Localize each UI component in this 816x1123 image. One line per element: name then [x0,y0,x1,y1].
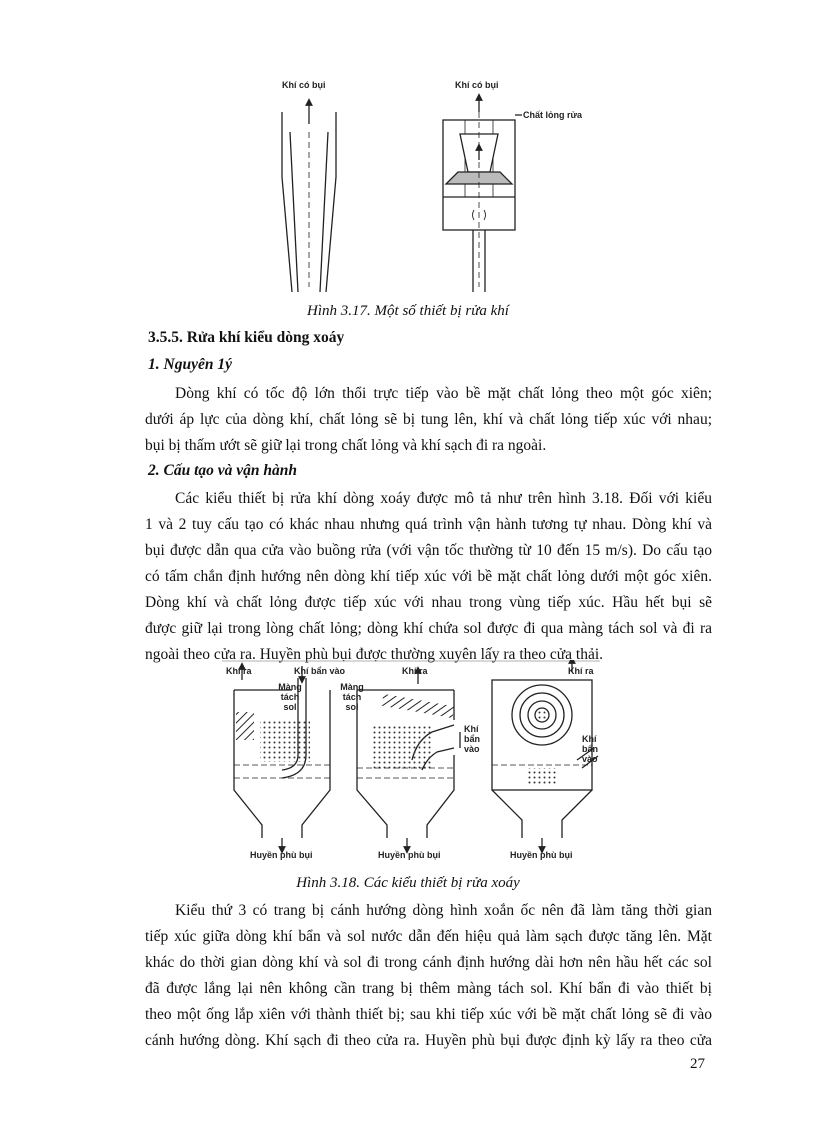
spray-scrubber [443,97,522,292]
label-huyen-phu-1: Huyền phù bụi [250,850,313,860]
text-line: có tấm chắn định hướng nên dòng khí tiếp xúc với bề mặt chất lỏng dưới một góc xiên. [145,568,712,585]
paragraph-nguyen-ly [145,381,712,459]
scrubber-type-2 [357,670,460,850]
label-huyen-phu-2: Huyền phù bụi [378,850,441,860]
figure-3-18-caption: Hình 3.18. Các kiểu thiết bị rửa xoáy [296,875,520,891]
figure-3-17-caption: Hình 3.17. Một số thiết bị rửa khí [307,303,509,319]
label-khi-ra-2: Khí ra [402,666,428,676]
label-khi-ra-3: Khí ra [568,666,594,676]
figure-3-17-drawing [260,72,600,297]
subheading-cau-tao: 2. Cấu tạo và vận hành [148,462,298,479]
label-khi-co-bui-left: Khí có bụi [282,80,326,90]
text-line: Dòng khí có tốc độ lớn thổi trực tiếp vào bề mặt chất lỏng theo một góc xiên; [175,385,712,402]
label-mang-tach-sol-1: Màng tách sol [278,682,302,712]
text-line: khác do thời gian dòng khí và sol đi trong cánh định hướng dài hơn nên hầu hết các sol [145,954,712,971]
text-line: đã được lắng lại nên không cần trang bị thêm màng tách sol. Khí bẩn đi vào thiết bị [145,980,712,997]
paragraph-kieu-3 [145,898,712,1054]
label-chat-long-rua: Chất lỏng rửa [523,110,583,120]
text-line: dưới áp lực của dòng khí, chất lỏng sẽ bị tung lên, khí và chất lỏng tiếp xúc với nhau; [145,411,712,428]
text-line: Dòng khí và chất lỏng được tiếp xúc với nhau trong vùng tiếp xúc. Hầu hết bụi sẽ [145,594,712,611]
label-mang-tach-sol-2: Màng tách sol [340,682,364,712]
text-line: bụi được dẫn qua cửa vào buồng rửa (với vận tốc thường từ 10 đến 15 m/s). Do cấu tạo [145,542,712,559]
figure-3-18 [222,660,600,865]
label-khi-co-bui-right: Khí có bụi [455,80,499,90]
subheading-nguyen-ly: 1. Nguyên 1ý [148,356,232,373]
venturi-scrubber [282,102,336,292]
text-line: được giữ lại trong lòng chất lỏng; dòng khí chứa sol được đi qua màng tách sol và đi ra [145,620,712,637]
paragraph-cau-tao [145,486,712,668]
text-line: cánh hướng dòng. Khí sạch đi theo cửa ra. Huyền phù bụi được định kỳ lấy ra theo cửa [145,1032,712,1049]
text-line: ngoài theo cửa ra. Huyền phù bụi được thường xuyên lấy ra theo cửa thải. [145,646,604,663]
page-number: 27 [690,1056,705,1072]
label-khi-ra-1: Khí ra [226,666,252,676]
text-line: Các kiểu thiết bị rửa khí dòng xoáy được mô tả như trên hình 3.18. Đối với kiểu [175,490,712,507]
text-line: 1 và 2 tuy cấu tạo có khác nhau nhưng quá trình vận hành tương tự nhau. Dòng khí và [145,516,712,533]
text-line: tiếp xúc giữa dòng khí bẩn và sol nước dẫn đến hiệu quả làm sạch được tăng lên. Mặt [145,928,712,945]
label-huyen-phu-3: Huyền phù bụi [510,850,573,860]
text-line: Kiểu thứ 3 có trang bị cánh hướng dòng hình xoắn ốc nên đã làm tăng thời gian [175,902,712,919]
figure-3-17 [260,72,600,297]
label-khi-ban-vao-1: Khí bẩn vào [294,666,346,676]
label-khi-ban-vao-2: Khí bẩn vào [464,724,481,754]
label-khi-ban-vao-3: Khí bẩn vào [582,734,599,764]
section-title: 3.5.5. Rửa khí kiểu dòng xoáy [148,329,345,346]
text-line: bụi bị thấm ướt sẽ giữ lại trong chất lỏng và khí sạch đi ra ngoài. [145,437,547,454]
text-line: theo một ống lắp xiên với thành thiết bị; sau khi tiếp xúc với bề mặt chất lỏng sẽ đi vào [145,1006,712,1023]
